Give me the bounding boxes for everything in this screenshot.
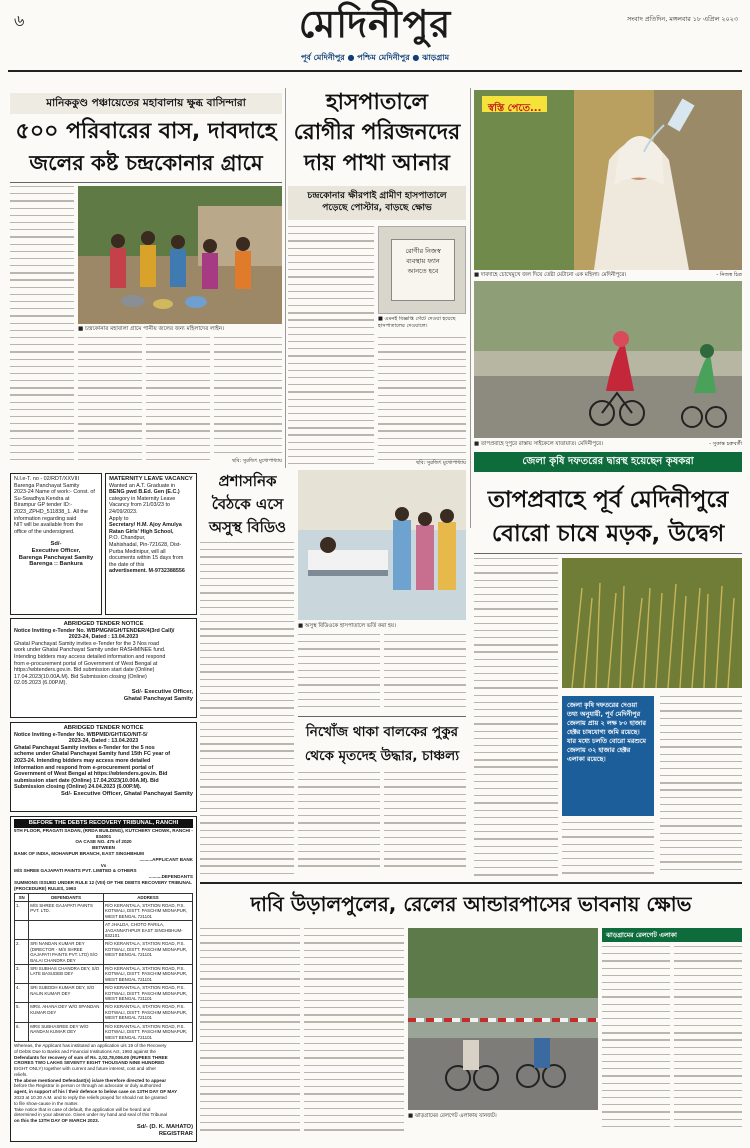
- relief-photo: [474, 90, 742, 270]
- hospital-poster-caption: ■ এমনই বিজ্ঞপ্তি সেঁটে দেওয়া হয়েছে হাসপাতালের দেওয়ালে।: [378, 316, 456, 329]
- tender1-org: Ghatal Panchayat Samity: [123, 695, 193, 702]
- bdo-photo-caption: ■ অসুস্থ বিডিওকে হাসপাতালে ভর্তি করা হয়।: [298, 623, 396, 629]
- drt-address: 5TH FLOOR, PRAGATI SADAN, (RRDA BUILDING), KUTCHERY CHOWK, RANCHI - 834001: [14, 827, 193, 839]
- story-farm-body-col1: [474, 558, 558, 878]
- tender2-line-3: scheme under Ghatal Panchayat Samity fund 15th FC year of: [14, 751, 171, 758]
- story-bdo-body-col2: [298, 634, 380, 714]
- drt-signer: REGISTRAR: [158, 1130, 193, 1137]
- maternity-line-9: Mahishadal, Pin-721628, Dist-: [109, 541, 182, 548]
- story-water-body-col2: [78, 337, 142, 465]
- story-water-byline: ছবি: সুরজিৎ মুখোপাধ্যায়: [232, 458, 282, 464]
- story-water-body-col1: [10, 186, 74, 466]
- nit-line-0: N.I.e-T. no - 02/RDT/XXVIII: [14, 476, 80, 482]
- maternity-line-10: Purba Medinipur, will all: [109, 548, 166, 555]
- table-row: 5. MRS. AHANA DEY W/O SPANDAN KUMAR DEY R/O KERANTALA, STATION ROAD, P.S. KOTWALI, DISTT. PASCHIM MIDNAPUR, WEST BENGAL 721101: [15, 1003, 193, 1022]
- drt-summons: SUMMONS ISSUED UNDER RULE 12 (VIII) OF THE DEBTS RECOVERY TRIBUNAL (PROCEDURE) RULES, 1993: [14, 879, 192, 891]
- nit-line-1: Barenga Panchayat Samity: [14, 482, 80, 489]
- col-divider-2: [470, 88, 471, 528]
- paddy-illustration: [562, 558, 742, 688]
- story-boy-headline-1: নিখোঁজ থাকা বালকের পুকুর: [305, 724, 459, 740]
- tender1-title: ABRIDGED TENDER NOTICE: [63, 621, 144, 627]
- tender1-line-5: from e-procurement portal of Government of West Bengal at: [14, 660, 158, 667]
- story-rail-rule: [200, 882, 742, 884]
- drt-table-header: [15, 893, 193, 901]
- nit-org: Barenga Panchayat Samity: [18, 554, 94, 561]
- story-water-body-col3: [146, 337, 210, 465]
- tender2-line-5: information and respond from e-procurement portal of: [14, 764, 154, 771]
- regions-line: পূর্ব মেদিনীপুর ● পশ্চিম মেদিনীপুর ● ঝাড়গ্রাম: [300, 53, 450, 62]
- drt-applicant-role: ..........APPLICANT BANK: [139, 856, 193, 862]
- story-water-kicker: মানিককুণ্ড পঞ্চায়েতের মহাবালায় ক্ষুব্ধ বাসিন্দারা: [10, 93, 282, 114]
- drt-ad: [10, 816, 197, 1142]
- story-rail-body-col2: [304, 928, 404, 1140]
- water-queue-illustration: [78, 186, 282, 324]
- tender2-line-4: 2023-24. Intending bidders may access more detailed: [14, 757, 151, 764]
- masthead-title: মেদিনীপুর: [298, 1, 452, 46]
- story-boy-body-col2: [384, 772, 466, 878]
- story-hospital-headline-3: দায় পাখা আনার: [304, 151, 450, 176]
- table-row: AT JHALDA, CHOTO PARILA, JAGANNATHPUR EAST SINGHBHUM-832101: [15, 921, 193, 940]
- story-boy-rule: [298, 716, 466, 717]
- railgate-label: ঝাড়গ্রামের রেলগেট এলাকা: [602, 928, 742, 942]
- table-row: 6. MRS SUBHASREE DEY W/O NANDAN KUMAR DEY R/O KERANTALA, STATION ROAD, P.S. KOTWALI, DISTT. PASCHIM MIDNAPUR, WEST BENGAL 721101: [15, 1022, 193, 1041]
- tender2-line-1: 2023-24, Dated : 13.04.2023: [68, 738, 139, 745]
- story-rail-body-col3: [602, 946, 670, 1140]
- story-farm-kicker: জেলা কৃষি দফতরের দ্বারস্থ হয়েছেন কৃষকরা: [474, 452, 742, 472]
- drt-table: [14, 893, 193, 1042]
- table-row: 4. SRI SUBODH KUMAR DEY, S/O NALIN KUMAR DEY R/O KERANTALA, STATION ROAD, P.S. KOTWALI, DISTT. PASCHIM MIDNAPUR, WEST BENGAL 721101: [15, 984, 193, 1003]
- maternity-line-3: Vacancy from 21/03/23 to: [109, 502, 171, 509]
- nit-ad: [10, 473, 102, 615]
- nit-signer: Executive Officer,: [31, 547, 81, 554]
- maternity-line-6: Secretary/ H.M. Ajoy Amulya: [109, 522, 182, 529]
- maternity-line-7: Ratan Girls' High School,: [109, 528, 174, 535]
- cyclists-photo-caption: ■ তাপপ্রবাহে দুপুরে রাস্তায় সাইকেলে যাতায়াত। মেদিনীপুরে।: [474, 441, 604, 447]
- story-water-rule: [10, 182, 282, 183]
- page-number: ৬: [14, 11, 25, 30]
- tender2-line-8: Submission closing (Online) 24.04.2023 (6.00P.M).: [14, 784, 142, 791]
- railgate-photo: [408, 928, 598, 1110]
- railgate-illustration: [408, 928, 598, 1110]
- story-water-headline-2: জলের কষ্ট চন্দ্রকোনার গ্রামে: [29, 151, 263, 175]
- drt-between: BETWEEN: [92, 845, 115, 851]
- drt-col-defendants: DEFENDANTS: [29, 893, 104, 901]
- story-boy-body-col1: [298, 772, 380, 878]
- masthead-rule: [8, 70, 742, 72]
- story-hospital-body-col2: [378, 337, 466, 461]
- nit-line-8: office of the undersigned.: [14, 528, 75, 535]
- hospital-poster-photo: [378, 226, 466, 314]
- masthead: [0, 0, 750, 74]
- tender-ad-1: [10, 618, 197, 718]
- maternity-line-0: Wanted an A.T. Graduate in: [109, 482, 176, 489]
- tender2-signature: Sd/- Executive Officer,: [61, 790, 123, 797]
- maternity-line-8: P.O. Chandpur,: [109, 535, 146, 542]
- nit-place: Barenga :: Bankura: [29, 561, 83, 568]
- story-hospital-subhead: চন্দ্রকোনার ক্ষীরপাই গ্রামীণ হাসপাতালে পড়েছে পোস্টার, বাড়ছে ক্ষোভ: [288, 186, 466, 220]
- date-line: সংবাদ প্রতিদিন, মঙ্গলবার ১৮ এপ্রিল ২০২৩: [627, 15, 738, 23]
- story-rail-headline: দাবি উড়ালপুলের, রেলের আন্ডারপাসের ভাবনায় ক্ষোভ: [250, 892, 692, 916]
- table-row: 1. M/S SHREE GAJAPATI PAINTS PVT. LTD. R/O KERANTALA, STATION ROAD, P.S. KOTWALI, DISTT. PASCHIM MIDNAPUR, WEST BENGAL 721101: [15, 901, 193, 920]
- maternity-line-1: BENG pwd B.Ed. Gen (E.C.): [109, 489, 180, 496]
- story-hospital-byline: ছবি: সুরজিৎ মুখোপাধ্যায়: [416, 460, 466, 466]
- story-hospital-headline-1: হাসপাতালে: [326, 90, 428, 115]
- tender1-line-4: Intending bidders may access detailed information and respond: [14, 653, 166, 660]
- maternity-line-13: advertisement. M-9732388556: [109, 568, 185, 575]
- story-bdo-body-col1: [200, 542, 294, 877]
- maternity-line-4: 24/09/2023.: [109, 508, 138, 515]
- cyclists-photo: [474, 281, 742, 438]
- tender1-line-1: 2023-24, Dated : 13.04.2023: [68, 634, 139, 641]
- cyclists-photo-credit: - সুকান্ত চক্রবর্তী: [709, 441, 742, 447]
- bdo-hospital-photo: [298, 470, 466, 620]
- story-rail-body-col4: [674, 946, 742, 1140]
- table-row: 2. SRI NANDAN KUMAR DEY (DIRECTOR - M/S SHREE GAJAPATI PAINTS PVT. LTD) S/O BALAI CHANDRA DEY R/O KERANTALA, STATION ROAD, P.S. KOTWALI, DISTT. PASCHIM MIDNAPUR, WEST BENGAL 721101: [15, 940, 193, 965]
- story-bdo-body-col3: [384, 634, 466, 714]
- nit-line-7: NIT will be available from the: [14, 522, 84, 529]
- drt-signature: Sd/- (D. K. MAHATO): [136, 1124, 193, 1131]
- water-queue-photo: [78, 186, 282, 324]
- nit-line-6: information regarding said: [14, 515, 77, 522]
- story-bdo-headline-2: বৈঠকে এসে: [211, 495, 284, 513]
- nit-line-5: 2023_ZPHD_511838_1. All the: [14, 508, 88, 515]
- hospital-poster: রোগীর নিজস্ব ব্যবস্থায় ফ্যান আনতে হবে: [391, 239, 455, 301]
- tender2-line-0: Notice Inviting e-Tender No. WBPMID/GHT/EO/NIT-5/: [14, 731, 148, 738]
- drt-col-address: ADDRESS: [103, 893, 192, 901]
- drt-col-sn: SN: [15, 893, 29, 901]
- story-farm-rule: [474, 553, 742, 554]
- maternity-title: MATERNITY LEAVE VACANCY: [109, 476, 193, 482]
- drt-defendant-role: ..........DEFENDANTS: [148, 874, 193, 880]
- relief-photo-label: স্বস্তি পেতে...: [482, 96, 547, 112]
- story-farm-headline-1: তাপপ্রবাহে পূর্ব মেদিনীপুরে: [487, 487, 729, 513]
- story-farm-quote-box: জেলা কৃষি দফতরের দেওয়া তথ্য অনুযায়ী, পূর্ব মেদিনীপুর জেলায় প্রায় ২ লক্ষ ৮০ হাজার হেক্টর চাষযোগ্য জমি রয়েছে। যার মধ্যে চলতি বোরো মরশুমে জেলায় ৩২ হাজার হেক্টর এলাকা রয়েছে।: [562, 696, 654, 816]
- col-divider-1: [285, 88, 286, 468]
- tender2-org: Ghatal Panchayat Samity: [123, 790, 193, 797]
- story-water-body-col4: [214, 337, 282, 457]
- tender1-signature: Sd/- Executive Officer,: [131, 688, 193, 695]
- table-row: 3. SRI SUBHAS CHANDRA DEY, S/O LATE BASUDEB DEY R/O KERANTALA, STATION ROAD, P.S. KOTWALI, DISTT. PASCHIM MIDNAPUR, WEST BENGAL 721101: [15, 965, 193, 984]
- story-hospital-headline-2: রোগীর পরিজনদের: [293, 120, 461, 145]
- maternity-line-12: the date of this: [109, 561, 145, 568]
- story-farm-body-col2: [562, 822, 654, 878]
- drt-defendant: M/S SHREE GAJAPATI PAINTS PVT. LIMITED & OTHERS: [14, 868, 137, 874]
- tender2-line-7: submission start date (Online) 17.04.2023(10.00A.M). Bid: [14, 777, 159, 784]
- tender1-line-8: 02.05.2023 (6.00P.M).: [14, 680, 67, 687]
- story-farm-headline-2: বোরো চাষে মড়ক, উদ্বেগ: [491, 521, 725, 547]
- story-bdo-headline-3: অসুস্থ বিডিও: [208, 518, 287, 536]
- tender1-line-0: Notice Inviting e-Tender No. WBPMGN/GH/TENDER/4(3rd Call)/: [14, 627, 175, 634]
- maternity-line-2: category in Maternity Leave: [109, 495, 176, 502]
- water-photo-caption: ■ চন্দ্রকোনার মহাবালা গ্রামে পানীয় জলের জন্য মহিলাদের লাইন।: [78, 326, 225, 332]
- tender1-line-7: 17.04.2023(10.00A.M). Bid Submission closing (Online): [14, 673, 147, 680]
- tender1-line-3: work under Ghatal Panchayat Samity under RASHMINEE fund.: [14, 647, 166, 654]
- tender2-title: ABRIDGED TENDER NOTICE: [63, 725, 144, 731]
- nit-line-2: 2023-24 Name of work:- Const. of: [14, 489, 95, 496]
- drt-applicant: BANK OF INDIA, MOHANPUR BRANCH, EAST SINGHBHUM: [14, 850, 144, 856]
- tender1-line-2: Ghatal Panchayat Samity invites e-Tender for the 3 Nos road: [14, 640, 160, 647]
- maternity-line-11: documents within 15 days from: [109, 555, 184, 562]
- nit-line-4: Birampur GP tender ID:-: [14, 502, 73, 509]
- story-farm-body-col3: [660, 696, 742, 876]
- paddy-field-photo: [562, 558, 742, 688]
- bdo-hospital-illustration: [298, 470, 466, 620]
- story-boy-headline-2: থেকে মৃতদেহ উদ্ধার, চাঞ্চল্য: [304, 748, 460, 764]
- nit-line-3: Su-Swadhya Kendra at: [14, 495, 70, 502]
- story-hospital-body-col1: [288, 226, 374, 466]
- drt-footer: Whereas, the Applicant has instituted an application u/s 19 of the Recovery of Debts Due to Banks and Financial Institutions Act, 1993 against the Defendants for recovery of sum of Rs. 2,02,78,006.00 (RUPEES THREE CRORES TWO LAKHS SEVENTY EIGHT THOUSAND NINE HUNDRED EIGHT ONLY) together with current and future interest, cost and other reliefs. The above mentioned Defendant(s) is/are therefore directed to appear before the Registrar in person or through an advocate or duly authorized agent, in support of his / their defence to below case on 13TH DAY OF MAY 2023 at 10.30 A.M. and to reply the reliefs prayed for should not be granted to file show-cause in the matter. Take notice that in case of default, the application will be heard and determined in your absence. Given under my hand and seal of this Tribunal on this the 13TH DAY OF MARCH 2023.: [14, 1042, 178, 1124]
- relief-photo-illustration: [474, 90, 742, 270]
- cyclists-illustration: [474, 281, 742, 438]
- story-rail-body-col1: [200, 928, 300, 1140]
- nit-signature: Sd/-: [50, 541, 62, 548]
- relief-photo-caption: ■ দাবদাহে চোখেমুখে জল দিয়ে তেষ্টা মেটানো এক মহিলা। মেদিনীপুরে।: [474, 272, 627, 278]
- tender1-line-6: https://wbtenders.gov.in. Bid submission start date (Online): [14, 667, 155, 674]
- railgate-photo-caption: ■ ঝাড়গ্রামের রেলগেট এলাকায় যানজট।: [408, 1113, 497, 1119]
- drt-vs: Vs: [100, 862, 107, 868]
- tender2-line-6: Government of West Bengal at https://wbtenders.gov.in. Bid: [14, 771, 168, 778]
- story-water-headline-1: ৫০০ পরিবারের বাস, দাবদাহে: [15, 119, 277, 144]
- maternity-ad: [105, 473, 197, 615]
- maternity-line-5: Apply to: [109, 515, 129, 522]
- drt-title: BEFORE THE DEBTS RECOVERY TRIBUNAL, RANCHI: [28, 820, 179, 826]
- relief-photo-credit: - নিজস্ব চিত্র: [716, 272, 742, 278]
- tender-ad-2: [10, 722, 197, 812]
- drt-case: OA CASE NO. 475 of 2020: [75, 839, 132, 845]
- tender2-line-2: Ghatal Panchayat Samity invites e-Tender for the 5 nos: [14, 744, 155, 751]
- story-bdo-headline-1: প্রশাসনিক: [218, 472, 277, 490]
